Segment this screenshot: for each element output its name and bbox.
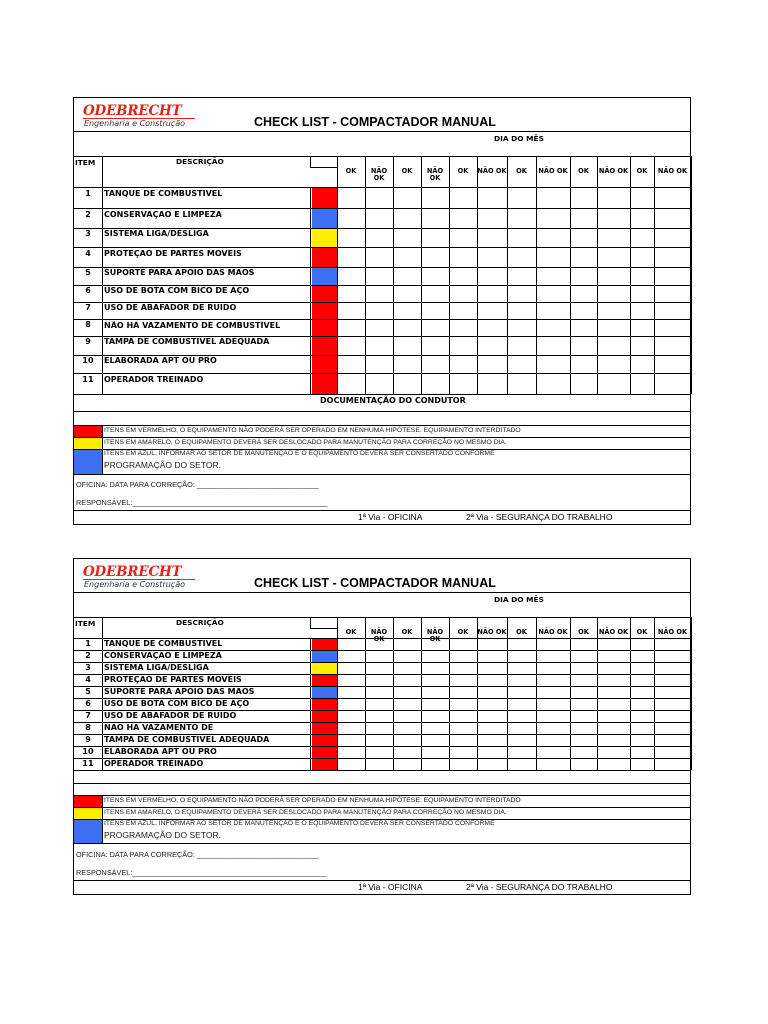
grid-line — [74, 592, 690, 593]
item-number: 1 — [85, 189, 91, 198]
item-description: OPERADOR TREINADO — [104, 760, 204, 768]
item-number: 8 — [85, 723, 91, 732]
responsavel-field: RESPONSÁVEL:________________________________________________ — [76, 868, 328, 877]
item-number: 4 — [85, 249, 91, 258]
item-number: 11 — [82, 759, 94, 768]
severity-color-swatch — [312, 286, 337, 302]
severity-color-swatch — [312, 675, 337, 686]
documentacao-condutor-label: DOCUMENTAÇÃO DO CONDUTOR — [320, 396, 466, 405]
item-number: 3 — [85, 663, 91, 672]
item-description: PROTEÇÃO DE PARTES MOVEIS — [104, 676, 242, 684]
severity-color-swatch — [312, 699, 337, 710]
severity-color-swatch — [312, 209, 337, 228]
legend-color-swatch — [74, 808, 102, 819]
severity-color-swatch — [312, 303, 337, 319]
severity-color-swatch — [312, 248, 337, 267]
column-label: OK — [516, 167, 527, 175]
grid-line — [691, 156, 692, 394]
severity-color-swatch — [312, 374, 337, 394]
severity-color-swatch — [312, 687, 337, 698]
item-number: 2 — [85, 210, 91, 219]
item-description: ELABORADA APT OU PRO — [104, 748, 217, 756]
dia-do-mes-label: DIA DO MÊS — [494, 595, 544, 604]
legend-blue-text-2: PROGRAMAÇÃO DO SETOR. — [104, 830, 221, 840]
item-number: 2 — [85, 651, 91, 660]
item-number: 7 — [85, 711, 91, 720]
column-label: NÃO OK — [538, 167, 568, 175]
item-number: 9 — [85, 337, 91, 346]
legend-color-swatch — [74, 796, 102, 807]
column-label: OK — [345, 628, 357, 636]
item-description: PROTEÇÃO DE PARTES MOVEIS — [104, 250, 242, 258]
column-label: OK — [345, 167, 357, 175]
grid-line — [74, 880, 690, 881]
grid-line — [74, 843, 690, 844]
item-description: SISTEMA LIGA/DESLIGA — [104, 664, 209, 672]
item-description: ELABORADA APT OU PRO — [104, 357, 217, 365]
descricao-header: DESCRIÇÃO — [176, 157, 224, 166]
grid-line — [74, 795, 690, 796]
column-label: NÃO OK — [370, 167, 388, 183]
item-description: TANQUE DE COMBUSTÍVEL — [104, 190, 223, 198]
via-seguranca: 2ª Via - SEGURANÇA DO TRABALHO — [466, 882, 613, 892]
item-number: 6 — [85, 699, 91, 708]
grid-line — [74, 783, 690, 784]
grid-line — [74, 394, 690, 395]
grid-line — [102, 807, 103, 819]
grid-line — [74, 510, 690, 511]
column-label: NÃO OK — [477, 167, 507, 175]
column-label: NÃO OK — [598, 628, 629, 636]
item-number: 7 — [85, 303, 91, 312]
grid-line — [74, 807, 690, 808]
checklist-form-2 — [73, 558, 691, 895]
descricao-header: DESCRIÇÃO — [176, 618, 224, 627]
item-description: USO DE BOTA COM BICO DE AÇO — [104, 287, 250, 295]
grid-line — [102, 437, 103, 449]
oficina-field: OFICINA: DATA PARA CORREÇÃO: ______________________________ — [76, 480, 319, 489]
legend-blue-text-2: PROGRAMAÇÃO DO SETOR. — [104, 460, 221, 470]
column-label: NÃO OK — [538, 628, 568, 636]
severity-color-swatch — [312, 735, 337, 746]
grid-line — [310, 167, 337, 168]
via-oficina: 1ª Via - OFICINA — [358, 882, 423, 892]
form-title: CHECK LIST - COMPACTADOR MANUAL — [254, 576, 496, 590]
dia-do-mes-label: DIA DO MÊS — [494, 134, 544, 143]
grid-line — [74, 411, 690, 412]
legend-blue-text: ITENS EM AZUL, INFORMAR AO SETOR DE MANUTENÇÃO E O EQUIPAMENTO DEVERÁ SER CONSERTADO CONFORME — [104, 450, 495, 457]
item-description: TAMPA DE COMBUSTÍVEL ADEQUADA — [104, 338, 270, 346]
legend-yellow-text: ITENS EM AMARELO, O EQUIPAMENTO DEVERÁ SER DESLOCADO PARA MANUTENÇÃO PARA CORREÇÃO NO MESMO DIA. — [104, 809, 507, 816]
item-number: 9 — [85, 735, 91, 744]
column-label: OK — [457, 167, 469, 175]
severity-color-swatch — [312, 663, 337, 674]
item-number: 6 — [85, 286, 91, 295]
column-label: NÃO OK — [657, 167, 688, 175]
grid-line — [310, 628, 337, 629]
severity-color-swatch — [312, 759, 337, 770]
item-description: USO DE BOTA COM BICO DE AÇO — [104, 700, 250, 708]
column-label: NÃO OK — [657, 628, 688, 636]
grid-line — [102, 449, 103, 474]
grid-line — [310, 617, 311, 628]
item-header: ITEM — [75, 158, 96, 167]
severity-color-swatch — [312, 268, 337, 285]
legend-color-swatch — [74, 426, 102, 437]
column-label: OK — [401, 167, 413, 175]
legend-yellow-text: ITENS EM AMARELO, O EQUIPAMENTO DEVERÁ SER DESLOCADO PARA MANUTENÇÃO PARA CORREÇÃO NO MESMO DIA. — [104, 439, 507, 446]
form-title: CHECK LIST - COMPACTADOR MANUAL — [254, 115, 496, 129]
item-description: SUPORTE PARA APOIO DAS MÃOS — [104, 688, 255, 696]
responsavel-field: RESPONSÁVEL:________________________________________________ — [76, 498, 328, 507]
item-number: 11 — [82, 375, 94, 384]
column-label: NÃO OK — [426, 628, 444, 644]
grid-line — [102, 795, 103, 807]
legend-color-swatch — [74, 820, 102, 843]
company-logo: ODEBRECHT — [83, 564, 182, 580]
grid-line — [691, 617, 692, 770]
item-number: 1 — [85, 639, 91, 648]
item-number: 5 — [85, 687, 91, 696]
item-number: 8 — [85, 320, 91, 329]
legend-color-swatch — [74, 438, 102, 449]
column-label: OK — [578, 628, 589, 636]
item-description: TAMPA DE COMBUSTÍVEL ADEQUADA — [104, 736, 270, 744]
severity-color-swatch — [312, 337, 337, 355]
grid-line — [74, 770, 690, 771]
item-number: 10 — [82, 747, 94, 756]
item-description: TANQUE DE COMBUSTÍVEL — [104, 640, 223, 648]
legend-color-swatch — [74, 450, 102, 474]
logo-subtitle: Engenharia e Construção — [84, 119, 185, 128]
severity-color-swatch — [312, 747, 337, 758]
severity-color-swatch — [312, 320, 337, 336]
column-label: NÃO OK — [370, 628, 388, 644]
item-description: NÃO HÁ VAZAMENTO DE COMBUSTÍVEL — [104, 321, 281, 330]
item-description: SUPORTE PARA APOIO DAS MÃOS — [104, 269, 255, 277]
column-label: NÃO OK — [477, 628, 507, 636]
grid-line — [74, 437, 690, 438]
item-number: 3 — [85, 229, 91, 238]
item-description: OPERADOR TREINADO — [104, 376, 204, 384]
item-header: ITEM — [75, 619, 96, 628]
column-label: OK — [636, 167, 648, 175]
grid-line — [102, 819, 103, 843]
column-label: OK — [636, 628, 648, 636]
via-seguranca: 2ª Via - SEGURANÇA DO TRABALHO — [466, 512, 613, 522]
severity-color-swatch — [312, 723, 337, 734]
column-label: NÃO OK — [598, 167, 629, 175]
item-description: CONSERVAÇÃO E LIMPEZA — [104, 652, 222, 660]
grid-line — [310, 156, 311, 167]
grid-line — [102, 425, 103, 437]
column-label: OK — [578, 167, 589, 175]
logo-subtitle: Engenharia e Construção — [84, 580, 185, 589]
checklist-form-1 — [73, 97, 691, 525]
oficina-field: OFICINA: DATA PARA CORREÇÃO: ______________________________ — [76, 850, 319, 859]
legend-red-text: ITENS EM VERMELHO, O EQUIPAMENTO NÃO PODERÁ SER OPERADO EM NENHUMA HIPÓTESE. EQUIPAMENTO INTERDITADO — [104, 797, 521, 804]
item-description: USO DE ABAFADOR DE RUÍDO — [104, 712, 237, 720]
item-number: 4 — [85, 675, 91, 684]
column-label: OK — [516, 628, 527, 636]
item-description: NÃO HÁ VAZAMENTO DE — [104, 724, 214, 732]
column-label: OK — [401, 628, 413, 636]
severity-color-swatch — [312, 639, 337, 650]
legend-red-text: ITENS EM VERMELHO, O EQUIPAMENTO NÃO PODERÁ SER OPERADO EM NENHUMA HIPÓTESE. EQUIPAMENTO INTERDITADO — [104, 427, 521, 434]
item-description: USO DE ABAFADOR DE RUÍDO — [104, 304, 237, 312]
severity-color-swatch — [312, 188, 337, 208]
legend-blue-text: ITENS EM AZUL, INFORMAR AO SETOR DE MANUTENÇÃO E O EQUIPAMENTO DEVERÁ SER CONSERTADO CONFORME — [104, 820, 495, 827]
item-number: 10 — [82, 356, 94, 365]
item-description: SISTEMA LIGA/DESLIGA — [104, 230, 209, 238]
company-logo: ODEBRECHT — [83, 103, 182, 119]
column-label: NÃO OK — [426, 167, 444, 183]
grid-line — [74, 131, 690, 132]
item-description: CONSERVAÇÃO E LIMPEZA — [104, 211, 222, 219]
grid-line — [74, 474, 690, 475]
severity-color-swatch — [312, 651, 337, 662]
column-label: OK — [457, 628, 469, 636]
grid-line — [74, 425, 690, 426]
item-number: 5 — [85, 268, 91, 277]
severity-color-swatch — [312, 711, 337, 722]
via-oficina: 1ª Via - OFICINA — [358, 512, 423, 522]
severity-color-swatch — [312, 356, 337, 373]
severity-color-swatch — [312, 229, 337, 247]
